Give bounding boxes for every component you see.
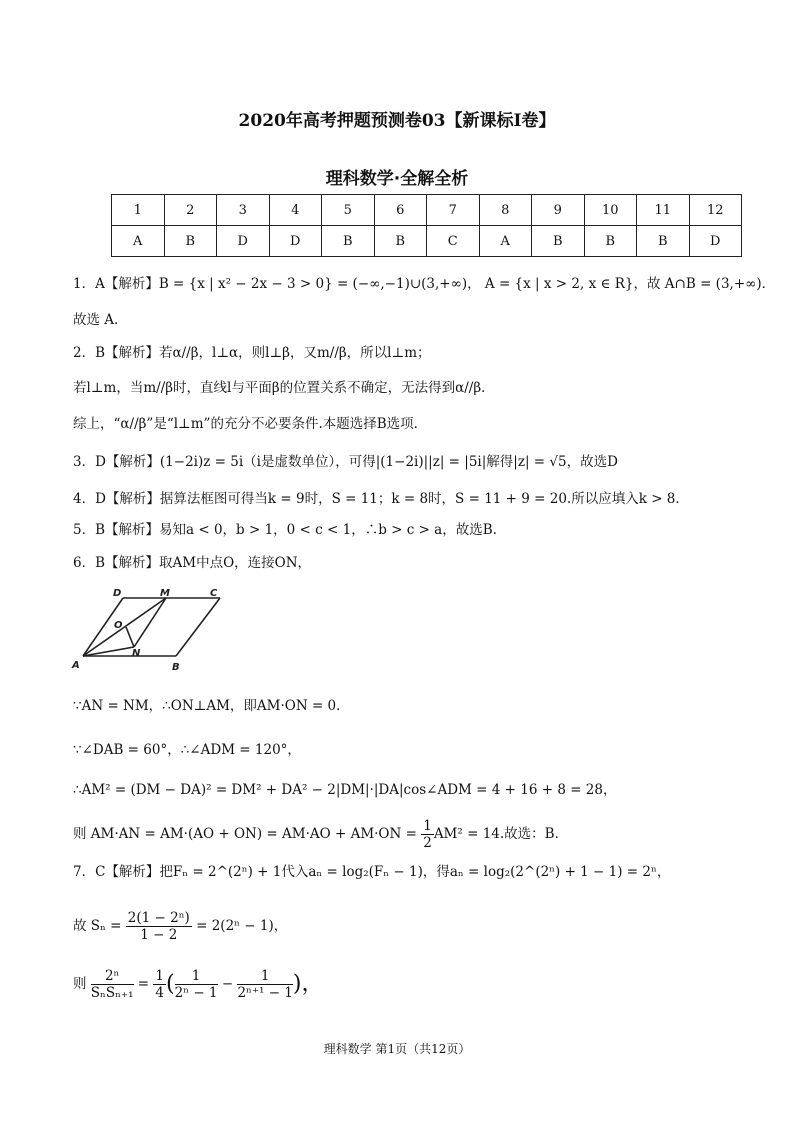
fraction-numerator: 1: [423, 818, 432, 834]
answer-cell: A: [112, 226, 165, 257]
page-footer: 理科数学 第1页（共12页）: [323, 1042, 471, 1056]
question-number: 3: [217, 195, 270, 226]
answer-cell: B: [322, 226, 375, 257]
q7-solution-line2: [73, 910, 287, 943]
fraction-numerator: 1: [155, 968, 165, 984]
sn-fraction: [126, 910, 192, 943]
answer-cell: C: [427, 226, 480, 257]
page-title: 2020年高考押题预测卷03【新课标Ⅰ卷】: [238, 111, 556, 131]
fraction-numerator: 1: [237, 968, 292, 985]
question-number: 10: [584, 195, 637, 226]
equals-sign: =: [133, 976, 154, 992]
q1-solution-line2: 故选 A．: [73, 312, 128, 328]
question-number: 12: [689, 195, 742, 226]
answer-cell: D: [269, 226, 322, 257]
q7-line2-suffix: = 2(2ⁿ − 1)，: [191, 918, 288, 934]
term-fraction: [91, 968, 134, 1001]
q3-solution: 3．D【解析】(1−2i)z = 5i（i是虚数单位），可得|(1−2i)||z| = |5i|解得|z| = √5，故选D: [73, 454, 618, 470]
fraction-denominator: 4: [155, 985, 165, 1001]
question-number: 7: [427, 195, 480, 226]
second-inner-fraction: [237, 968, 292, 1001]
question-number: 5: [322, 195, 375, 226]
vertex-label-d: D: [113, 588, 122, 599]
q1-solution-line1: 1．A【解析】B = {x | x² − 2x − 3 > 0} = (−∞,−1)∪(3,+∞)， A = {x | x > 2, x ∈ R}，故 A∩B = (3,+∞)．: [73, 276, 776, 292]
vertex-label-c: C: [210, 588, 218, 599]
q6-solution-line1: 6．B【解析】取AM中点O，连接ON，: [73, 555, 312, 571]
answer-cell: D: [217, 226, 270, 257]
fraction-denominator: SₙSₙ₊₁: [90, 985, 134, 1001]
parallelogram-figure: [68, 584, 228, 676]
minus-sign: −: [217, 976, 238, 992]
q6-solution-line2: ∵AN = NM，∴ON⊥AM，即AM·ON = 0．: [73, 698, 350, 714]
vertex-label-m: M: [160, 588, 170, 599]
answer-table-answer-row: [112, 226, 742, 257]
q6-line5-part-b: AM² = 14.故选：B．: [433, 826, 569, 842]
paren-open: (: [166, 971, 175, 997]
question-number: 1: [112, 195, 165, 226]
answer-cell: B: [637, 226, 690, 257]
question-number: 11: [637, 195, 690, 226]
question-number: 9: [532, 195, 585, 226]
q5-solution: 5．B【解析】易知a < 0，b > 1，0 < c < 1，∴b > c > a，故选B.: [73, 522, 497, 538]
q7-solution-line3: [73, 968, 323, 1001]
answer-cell: B: [532, 226, 585, 257]
answer-table: [111, 194, 742, 257]
fraction-numerator: 2ⁿ: [91, 968, 134, 985]
answer-cell: B: [374, 226, 427, 257]
q2-solution-line3: 综上，“α//β”是“l⊥m”的充分不必要条件.本题选择B选项.: [73, 416, 418, 432]
fraction-denominator: 2: [423, 835, 432, 851]
quarter-fraction: [153, 968, 166, 1001]
question-number: 6: [374, 195, 427, 226]
vertex-label-o: O: [114, 620, 123, 631]
question-number: 8: [479, 195, 532, 226]
q7-solution-line1: 7．C【解析】把Fₙ = 2^(2ⁿ) + 1代入aₙ = log₂(Fₙ − 1)，得aₙ = log₂(2^(2ⁿ) + 1 − 1) = 2ⁿ，: [73, 864, 671, 880]
q6-solution-line4: ∴AM² = (DM − DA)² = DM² + DA² − 2|DM|·|DA|cos∠ADM = 4 + 16 + 8 = 28，: [73, 782, 617, 798]
fraction-numerator: 2(1 − 2ⁿ): [127, 910, 190, 926]
vertex-label-b: B: [172, 662, 180, 673]
paren-close: )，: [292, 971, 324, 997]
q7-line2-prefix: 故 Sₙ =: [73, 918, 126, 934]
q6-solution-line5: [73, 818, 568, 851]
q6-line5-part-a: 则 AM·AN = AM·(AO + ON) = AM·AO + AM·ON =: [73, 826, 422, 842]
q7-line3-prefix: 则: [73, 976, 91, 992]
answer-cell: B: [164, 226, 217, 257]
fraction-denominator: 2ⁿ⁺¹ − 1: [237, 985, 293, 1001]
fraction-one-half: [421, 818, 434, 851]
fraction-denominator: 1 − 2: [140, 927, 178, 943]
answer-cell: B: [584, 226, 637, 257]
answer-table-number-row: [112, 195, 742, 226]
question-number: 4: [269, 195, 322, 226]
answer-cell: A: [479, 226, 532, 257]
fraction-numerator: 1: [175, 968, 218, 985]
vertex-label-n: N: [132, 648, 141, 659]
page-subtitle: 理科数学·全解全析: [325, 169, 469, 189]
q2-solution-line1: 2．B【解析】若α//β，l⊥α，则l⊥β，又m//β，所以l⊥m；: [73, 345, 431, 361]
first-inner-fraction: [175, 968, 218, 1001]
question-number: 2: [164, 195, 217, 226]
answer-cell: D: [689, 226, 742, 257]
fraction-denominator: 2ⁿ − 1: [174, 985, 218, 1001]
vertex-label-a: A: [72, 660, 80, 671]
q2-solution-line2: 若l⊥m，当m//β时，直线l与平面β的位置关系不确定，无法得到α//β．: [73, 380, 495, 396]
q4-solution: 4．D【解析】据算法框图可得当k = 9时，S = 11；k = 8时，S = 11 + 9 = 20.所以应填入k > 8．: [73, 491, 689, 507]
q6-solution-line3: ∵∠DAB = 60°，∴∠ADM = 120°，: [73, 742, 301, 758]
